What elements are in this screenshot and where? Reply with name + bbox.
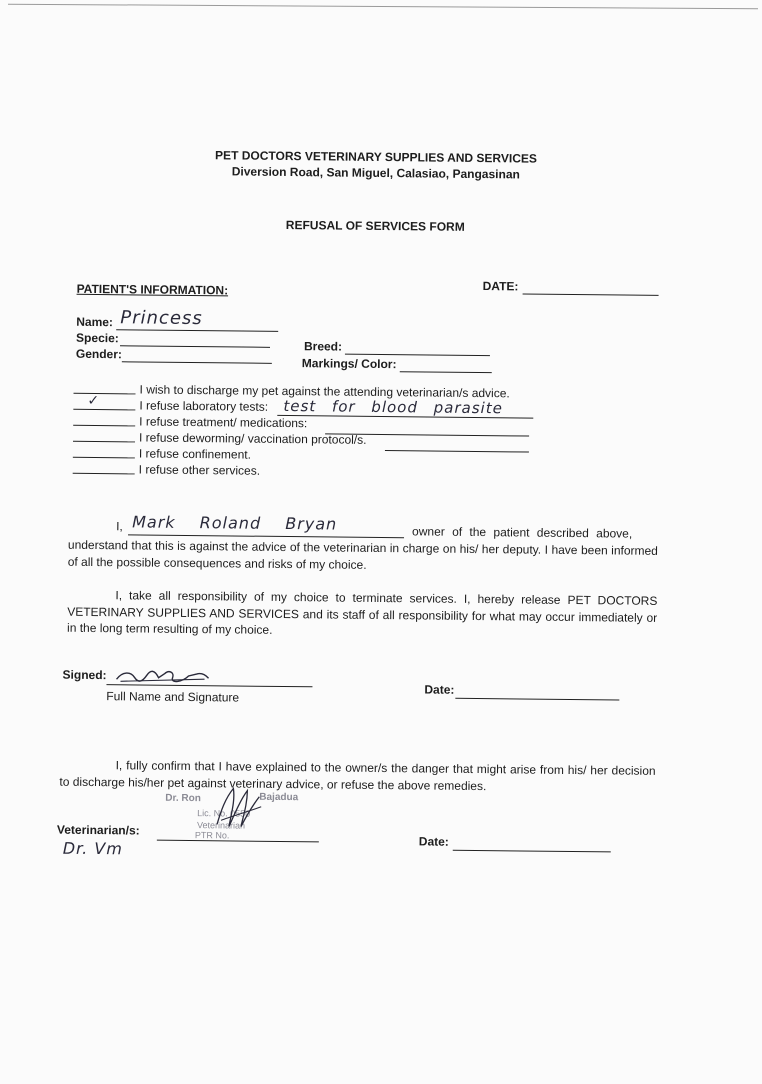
patient-info-heading: PATIENT'S INFORMATION:: [76, 281, 229, 298]
refusal-label-treatment: I refuse treatment/ medications:: [139, 414, 308, 431]
refusal-detail-line[interactable]: [385, 450, 529, 453]
owner-name-value: Mark Roland Bryan: [132, 512, 338, 534]
responsibility-statement: I, take all responsibility of my choice to terminate services. I, hereby release PET DOCTORS VETERINARY SUPPLIES AND SERVICES and its staff of all responsibility for what may occur immediately or in the long term resulting of my choice.: [66, 588, 658, 637]
vet-stamp-ptr: PTR No.: [194, 830, 230, 841]
refusal-blank[interactable]: [73, 457, 135, 459]
breed-label: Breed:: [303, 339, 343, 354]
owner-statement-after-name: owner of the patient described above,: [412, 524, 633, 541]
vet-signature-scribble: [211, 780, 268, 833]
date-label: DATE:: [482, 279, 519, 294]
breed-field-line[interactable]: [345, 354, 490, 357]
refusal-detail-lab-tests: test for blood parasite: [283, 396, 503, 418]
name-value: Princess: [120, 307, 203, 330]
refusal-label-deworming: I refuse deworming/ vaccination protocol/s.: [138, 430, 367, 447]
refusal-blank[interactable]: [73, 441, 135, 443]
refusal-blank[interactable]: [73, 409, 135, 411]
signature-caption: Full Name and Signature: [106, 689, 240, 705]
form-title: REFUSAL OF SERVICES FORM: [285, 217, 465, 234]
vet-stamp-title: Veterinarian: [196, 820, 246, 831]
owner-statement-prefix: I,: [116, 519, 123, 534]
date-field-line[interactable]: [523, 293, 659, 295]
refusal-blank[interactable]: [73, 425, 135, 427]
name-label: Name:: [76, 314, 114, 330]
veterinarian-signature-line[interactable]: [157, 840, 319, 843]
refusal-label-lab-tests: I refuse laboratory tests:: [139, 398, 269, 414]
vet-date-label: Date:: [418, 834, 449, 849]
refusal-label-other: I refuse other services.: [138, 462, 261, 478]
specie-field-line[interactable]: [120, 345, 270, 348]
veterinarian-label: Veterinarian/s:: [56, 822, 140, 838]
company-name: PET DOCTORS VETERINARY SUPPLIES AND SERVICES: [215, 148, 537, 166]
vet-stamp-license: Lic. No. 0550: [197, 808, 251, 819]
vet-date-line[interactable]: [453, 850, 611, 853]
refusal-label-discharge: I wish to discharge my pet against the attending veterinarian/s advice.: [139, 382, 510, 401]
specie-label: Specie:: [76, 330, 119, 346]
owner-date-line[interactable]: [455, 698, 619, 701]
gender-label: Gender:: [75, 346, 123, 362]
signed-label: Signed:: [62, 667, 107, 683]
markings-field-line[interactable]: [400, 371, 492, 373]
gender-field-line[interactable]: [122, 361, 272, 364]
refusal-blank[interactable]: [73, 473, 135, 475]
owner-signature-scribble: [112, 665, 212, 688]
vet-stamp-name: Dr. Ron: [165, 792, 201, 805]
vet-statement: I, fully confirm that I have explained to the owner/s the danger that might arise from his/ her decision to discharge his/her pet against veterinary advice, or refuse the above remedies.: [59, 758, 656, 793]
markings-label: Markings/ Color:: [301, 356, 397, 372]
refusal-mark: ✓: [87, 392, 101, 410]
refusal-blank[interactable]: [74, 393, 136, 395]
owner-date-label: Date:: [424, 682, 455, 697]
name-field-line[interactable]: [116, 329, 278, 332]
company-address: Diversion Road, San Miguel, Calasiao, Pangasinan: [231, 164, 520, 182]
refusal-label-confinement: I refuse confinement.: [138, 446, 252, 462]
vet-stamp-surname: Bajadua: [259, 791, 299, 804]
veterinarian-handwritten: Dr. Vm: [62, 838, 123, 859]
owner-statement-text: understand that this is against the advice of the veterinarian in charge on his/ her deputy. I have been informed of all the possible consequences and risks of my choice.: [67, 537, 658, 572]
